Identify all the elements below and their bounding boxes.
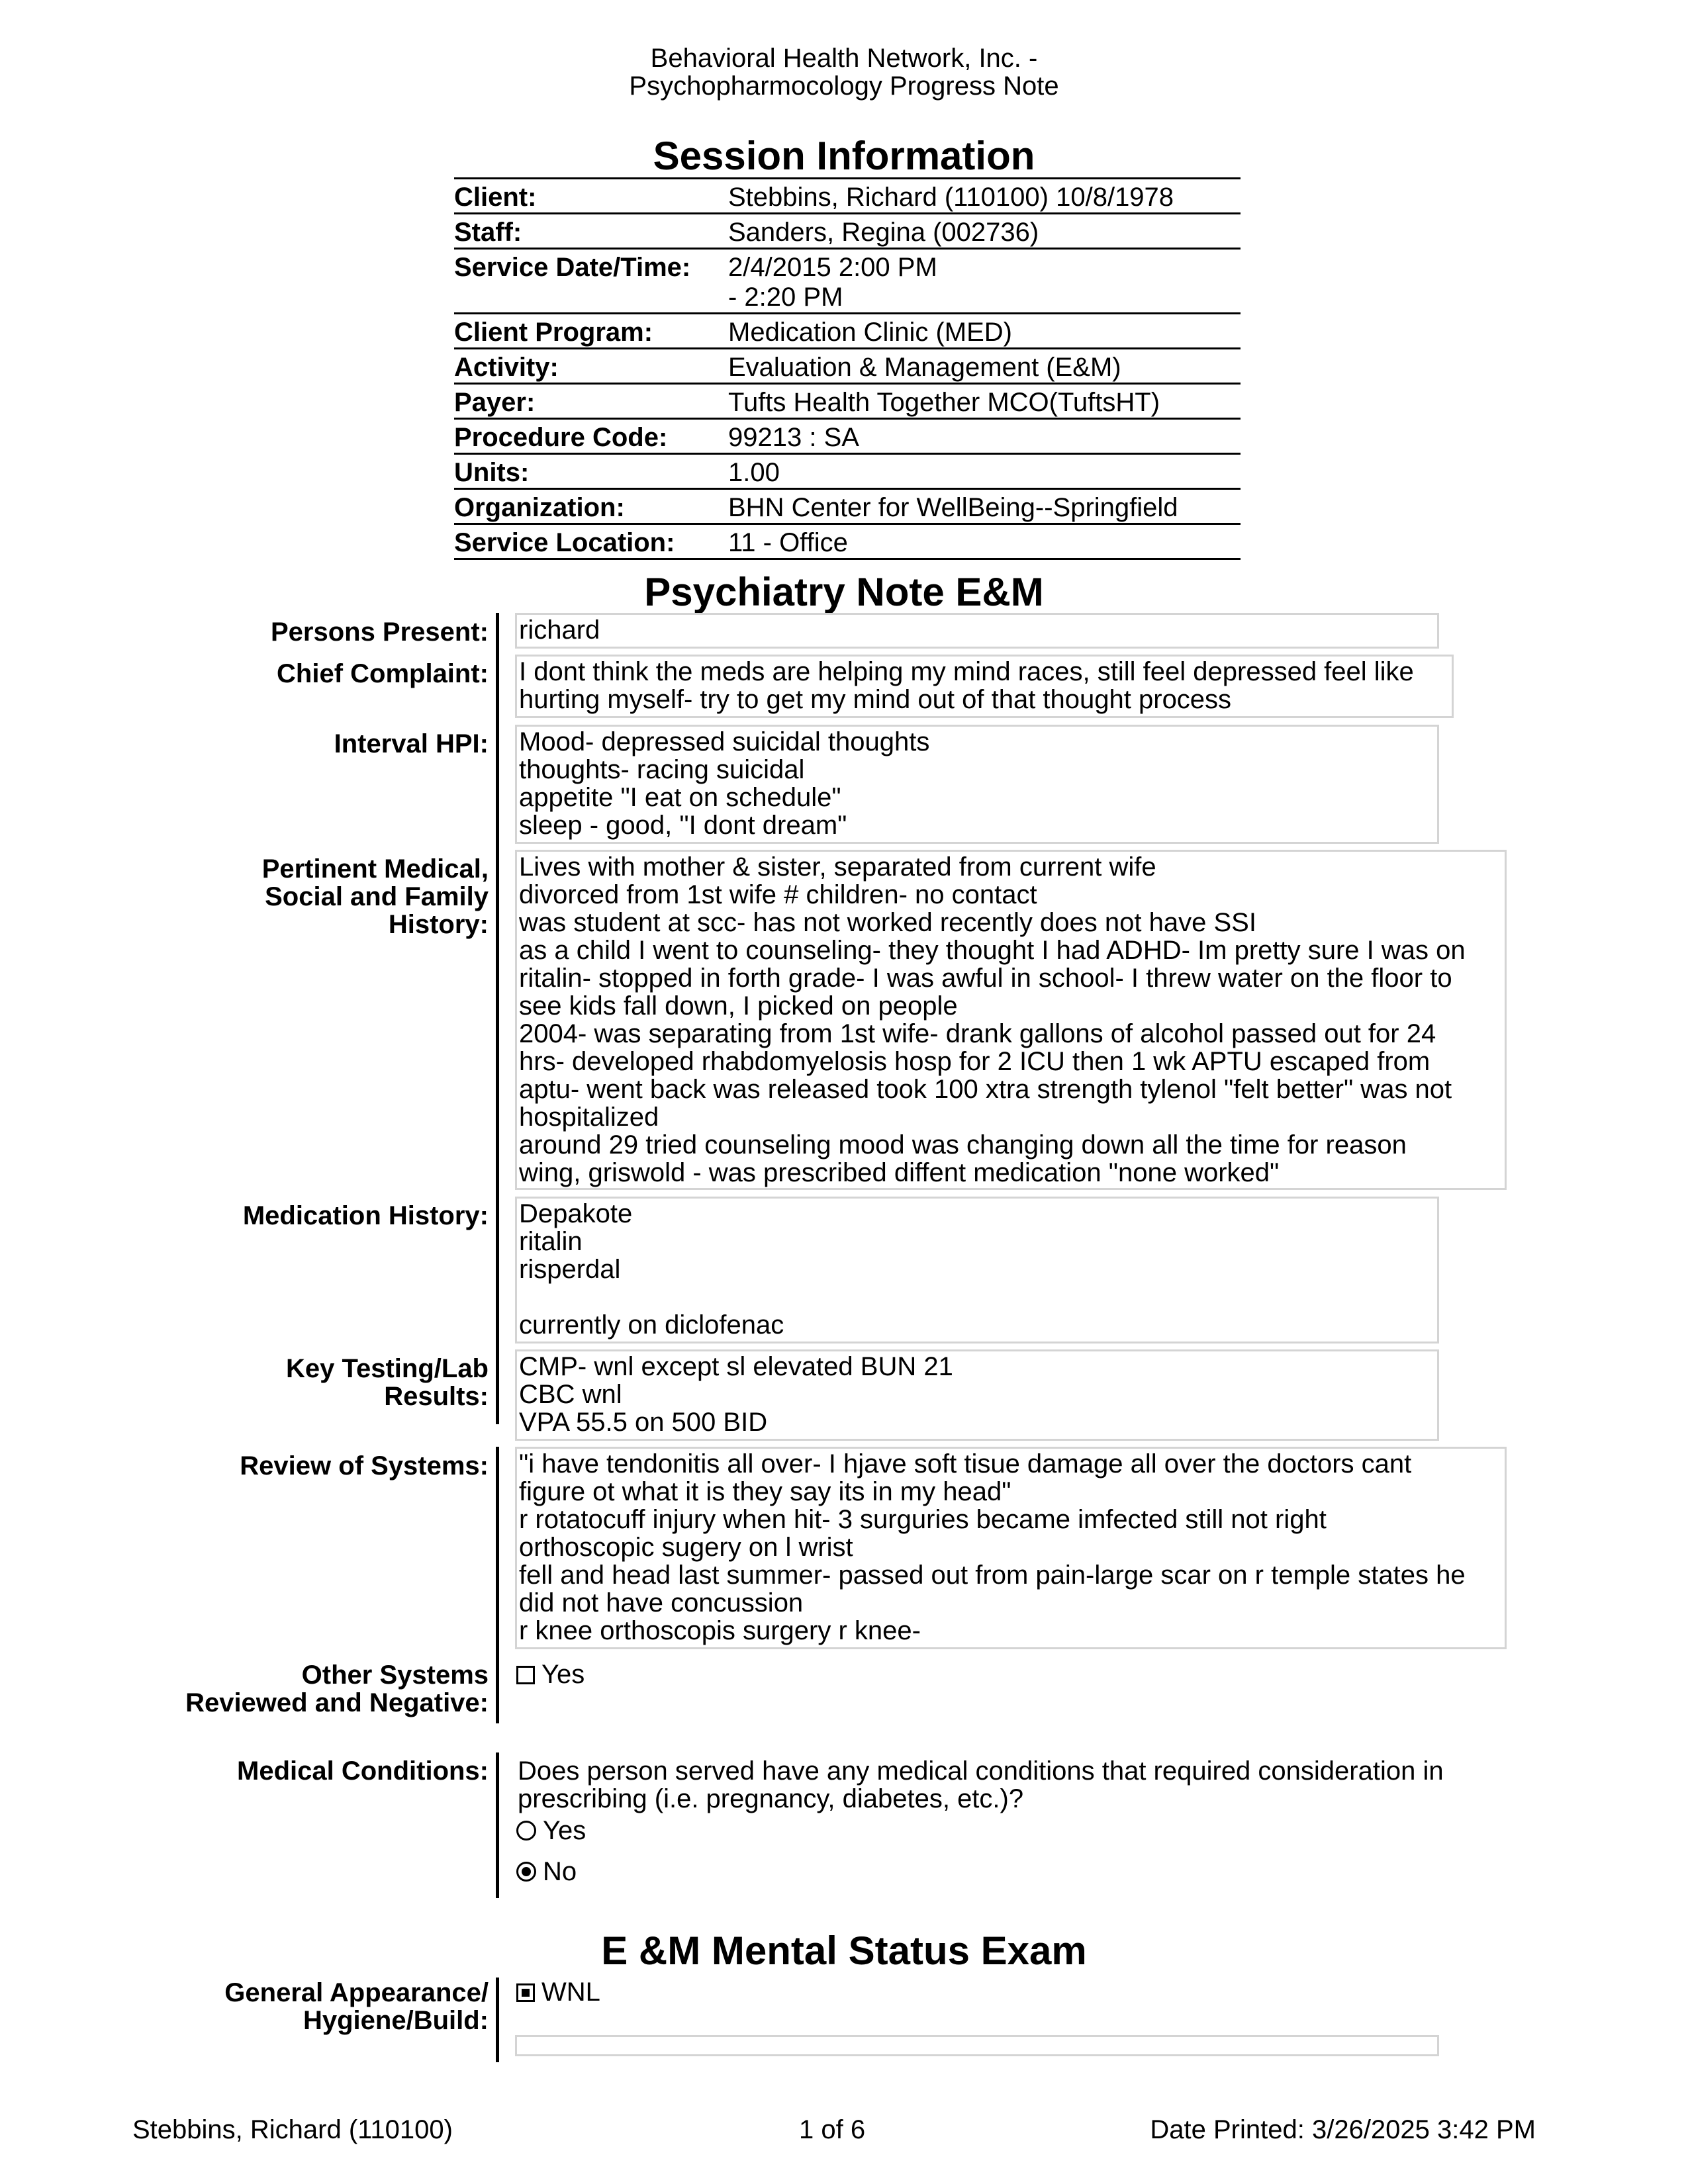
radio-icon[interactable] <box>516 1821 536 1841</box>
medical-conditions-yes-label: Yes <box>543 1816 586 1845</box>
session-row <box>454 490 1241 525</box>
footer-page-number: 1 of 6 <box>799 2115 866 2144</box>
session-information-heading: Session Information <box>653 134 1035 178</box>
session-row-label: Client: <box>454 183 537 212</box>
session-row-label: Organization: <box>454 493 625 522</box>
other-systems-label: Other Systems Reviewed and Negative: <box>185 1661 489 1717</box>
footer-date-printed: Date Printed: 3/26/2025 3:42 PM <box>1150 2115 1536 2144</box>
chief-complaint-field[interactable]: I dont think the meds are helping my mind races, still feel depressed feel like hurting myself- try to get my mind out of that thought process <box>515 655 1454 718</box>
session-row-value: 1.00 <box>728 458 780 487</box>
key-testing-label: Key Testing/Lab Results: <box>286 1354 489 1411</box>
form-divider <box>496 1752 499 1898</box>
session-row-label: Client Program: <box>454 318 653 347</box>
session-row <box>454 250 1241 314</box>
session-row-value: Tufts Health Together MCO(TuftsHT) <box>728 388 1160 417</box>
medication-history-field[interactable]: Depakote ritalin risperdal currently on diclofenac <box>515 1197 1439 1343</box>
key-testing-field[interactable]: CMP- wnl except sl elevated BUN 21 CBC wnl VPA 55.5 on 500 BID <box>515 1349 1439 1441</box>
form-divider <box>496 613 499 1424</box>
org-name: Behavioral Health Network, Inc. - <box>650 44 1038 73</box>
psychiatry-note-heading: Psychiatry Note E&M <box>644 570 1044 614</box>
medical-conditions-yes-option[interactable] <box>516 1816 586 1845</box>
chief-complaint-label: Chief Complaint: <box>277 659 489 688</box>
other-systems-yes-label: Yes <box>541 1660 585 1689</box>
session-row-value: Evaluation & Management (E&M) <box>728 353 1121 382</box>
session-row-label: Service Date/Time: <box>454 253 691 282</box>
session-information-table <box>454 177 1241 560</box>
general-appearance-comment-field[interactable] <box>515 2035 1439 2056</box>
checkbox-checked-icon[interactable] <box>516 1983 535 2002</box>
other-systems-yes-option[interactable] <box>516 1660 585 1689</box>
medication-history-label: Medication History: <box>242 1201 489 1230</box>
interval-hpi-field[interactable]: Mood- depressed suicidal thoughts thoughts- racing suicidal appetite "I eat on schedule" sleep - good, "I dont dream" <box>515 725 1439 844</box>
session-row-label: Staff: <box>454 218 522 247</box>
session-row <box>454 455 1241 490</box>
review-of-systems-label: Review of Systems: <box>240 1451 489 1480</box>
session-row <box>454 420 1241 455</box>
session-row-label: Procedure Code: <box>454 423 668 452</box>
pertinent-history-label: Pertinent Medical, Social and Family History: <box>261 854 489 939</box>
checkbox-icon[interactable] <box>516 1666 535 1684</box>
medical-conditions-label: Medical Conditions: <box>237 1756 489 1786</box>
persons-present-label: Persons Present: <box>270 617 489 647</box>
session-row-value: Medication Clinic (MED) <box>728 318 1012 347</box>
session-row-label: Payer: <box>454 388 536 417</box>
session-row <box>454 214 1241 250</box>
review-of-systems-field[interactable]: "i have tendonitis all over- I hjave soft tisue damage all over the doctors cant figure ot what it is they say its in my head" r rotatocuff injury when hit- 3 surguries became imfected still not right orthoscopic sugery on l wrist fell and head last summer- passed out from pain-large scar on r temple states he did not have concussion r knee orthoscopis surgery r knee- <box>515 1447 1507 1649</box>
session-row-label: Service Location: <box>454 528 675 557</box>
medical-conditions-question: Does person served have any medical conditions that required consideration in prescribing (i.e. pregnancy, diabetes, etc.)? <box>518 1756 1444 1813</box>
interval-hpi-label: Interval HPI: <box>334 729 489 758</box>
mental-status-exam-heading: E &M Mental Status Exam <box>601 1929 1087 1973</box>
pertinent-history-field[interactable]: Lives with mother & sister, separated from current wife divorced from 1st wife # children- no contact was student at scc- has not worked recently does not have SSI as a child I went to counseling- they thought I had ADHD- Im pretty sure I was on ritalin- stopped in forth grade- I was awful in school- I threw water on the floor to see kids fall down, I picked on people 2004- was separating from 1st wife- drank gallons of alcohol passed out for 24 hrs- developed rhabdomyelosis hosp for 2 ICU then 1 wk APTU escaped from aptu- went back was released took 100 xtra strength tylenol "felt better" was not hospitalized around 29 tried counseling mood was changing down all the time for reason wing, griswold - was prescribed diffent medication "none worked" <box>515 850 1507 1190</box>
general-appearance-label: General Appearance/ Hygiene/Build: <box>224 1978 489 2035</box>
session-row-value: Stebbins, Richard (110100) 10/8/1978 <box>728 183 1174 212</box>
session-row <box>454 177 1241 214</box>
session-row-label: Units: <box>454 458 530 487</box>
radio-selected-icon[interactable] <box>516 1862 536 1882</box>
session-row-value: 99213 : SA <box>728 423 859 452</box>
session-row <box>454 349 1241 385</box>
general-appearance-wnl-label: WNL <box>541 1978 600 2007</box>
session-row-value: 2/4/2015 2:00 PM - 2:20 PM <box>728 253 937 312</box>
session-row-value: 11 - Office <box>728 528 848 557</box>
persons-present-field[interactable]: richard <box>515 613 1439 649</box>
form-divider <box>496 1447 499 1723</box>
footer-client: Stebbins, Richard (110100) <box>132 2115 453 2144</box>
session-row-value: BHN Center for WellBeing--Springfield <box>728 493 1178 522</box>
session-row <box>454 314 1241 349</box>
general-appearance-wnl-option[interactable] <box>516 1978 600 2007</box>
document-title: Psychopharmocology Progress Note <box>629 71 1059 101</box>
session-row-value: Sanders, Regina (002736) <box>728 218 1039 247</box>
medical-conditions-no-label: No <box>543 1857 577 1886</box>
session-row-label: Activity: <box>454 353 559 382</box>
form-divider <box>496 1978 499 2062</box>
session-row <box>454 525 1241 560</box>
session-row <box>454 385 1241 420</box>
medical-conditions-no-option[interactable] <box>516 1857 577 1886</box>
